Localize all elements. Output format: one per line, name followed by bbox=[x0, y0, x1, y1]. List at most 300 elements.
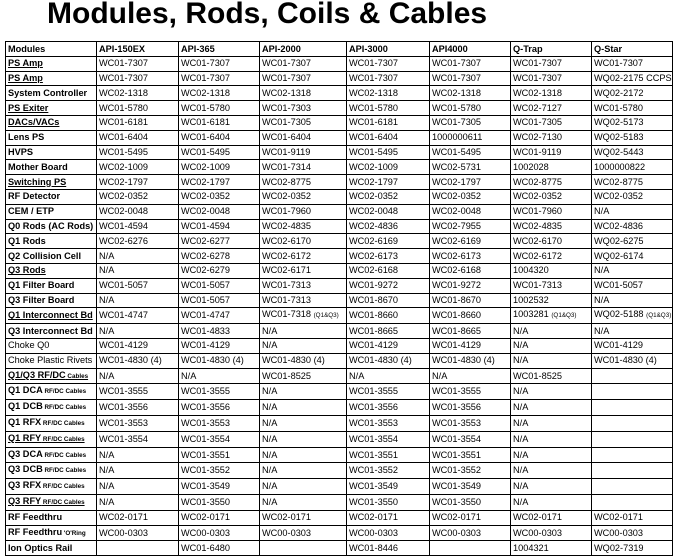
row-label bbox=[6, 145, 97, 160]
cell-value: WQ02-2172 bbox=[594, 87, 644, 98]
row-label bbox=[6, 115, 97, 130]
table-cell bbox=[347, 431, 430, 447]
table-row bbox=[6, 384, 673, 400]
parts-table bbox=[5, 41, 673, 556]
table-cell bbox=[260, 368, 347, 384]
cell-value: WC01-7314 bbox=[262, 161, 312, 172]
table-cell bbox=[97, 234, 179, 249]
table-cell bbox=[511, 86, 592, 101]
table-cell bbox=[97, 431, 179, 447]
cell-value: WC02-1797 bbox=[181, 176, 231, 187]
table-cell bbox=[179, 447, 260, 463]
cell-value: WC00-0303 bbox=[432, 527, 482, 538]
table-cell bbox=[260, 479, 347, 495]
cell-value: WC01-9272 bbox=[349, 280, 399, 291]
cell-value: WC01-5780 bbox=[181, 102, 231, 113]
table-cell bbox=[97, 353, 179, 368]
table-cell bbox=[97, 219, 179, 234]
table-row bbox=[6, 101, 673, 116]
cell-value: N/A bbox=[99, 325, 115, 336]
row-label bbox=[6, 510, 97, 525]
cell-value: WQ02-6275 bbox=[594, 235, 644, 246]
row-label-text: Q1 Filter Board bbox=[8, 280, 75, 291]
table-cell bbox=[260, 415, 347, 431]
table-cell bbox=[430, 234, 511, 249]
cell-value: N/A bbox=[262, 386, 278, 397]
table-cell bbox=[179, 494, 260, 510]
row-label-suffix: RF/DC Cables bbox=[42, 467, 87, 475]
row-label-text: Q1/Q3 RF/DC bbox=[8, 369, 66, 380]
cell-value: WC01-9119 bbox=[513, 147, 562, 158]
row-label bbox=[6, 56, 97, 71]
table-cell bbox=[97, 130, 179, 145]
row-label-text: PS Amp bbox=[8, 58, 43, 69]
cell-value: WC01-6181 bbox=[349, 117, 399, 128]
cell-value: WC02-0171 bbox=[349, 512, 399, 523]
table-cell bbox=[592, 431, 673, 447]
table-cell bbox=[347, 175, 430, 190]
table-row bbox=[6, 494, 673, 510]
table-cell bbox=[97, 115, 179, 130]
cell-value: N/A bbox=[594, 295, 610, 306]
table-cell bbox=[511, 145, 592, 160]
row-label bbox=[6, 308, 97, 324]
table-cell bbox=[347, 293, 430, 308]
row-label-text: System Controller bbox=[8, 87, 88, 98]
cell-value: WC02-6169 bbox=[349, 235, 399, 246]
cell-value: WC01-6404 bbox=[262, 132, 312, 143]
cell-value: WC01-3555 bbox=[349, 386, 399, 397]
table-cell bbox=[260, 338, 347, 353]
cell-value: WC01-5057 bbox=[181, 295, 231, 306]
table-cell bbox=[97, 71, 179, 86]
cell-value: WC01-4129 bbox=[181, 340, 231, 351]
table-row bbox=[6, 234, 673, 249]
cell-value: WC01-7307 bbox=[181, 58, 231, 69]
cell-value: WC01-6181 bbox=[99, 117, 149, 128]
cell-value: WC02-0171 bbox=[513, 512, 563, 523]
table-row bbox=[6, 447, 673, 463]
cell-value: WC02-6277 bbox=[181, 235, 231, 246]
table-cell bbox=[511, 71, 592, 86]
row-label-text: Q3 DCB bbox=[8, 464, 43, 475]
table-row bbox=[6, 400, 673, 416]
row-label bbox=[6, 400, 97, 416]
table-cell bbox=[97, 463, 179, 479]
table-row bbox=[6, 541, 673, 556]
cell-value: WC00-0303 bbox=[99, 527, 149, 538]
cell-value: WC02-0171 bbox=[181, 512, 231, 523]
table-cell bbox=[97, 145, 179, 160]
table-cell bbox=[260, 324, 347, 339]
table-row bbox=[6, 463, 673, 479]
cell-value: N/A bbox=[513, 481, 529, 492]
row-label bbox=[6, 101, 97, 116]
cell-value: N/A bbox=[432, 370, 448, 381]
row-label-suffix: RF/DC Cables bbox=[42, 388, 87, 396]
row-label-text: Q1 Rods bbox=[8, 235, 46, 246]
table-cell bbox=[347, 308, 430, 324]
cell-value: WQ02-6174 bbox=[594, 250, 644, 261]
table-cell bbox=[179, 145, 260, 160]
table-cell bbox=[592, 130, 673, 145]
table-cell bbox=[511, 308, 592, 324]
row-label-text: CEM / ETP bbox=[8, 206, 54, 217]
table-cell bbox=[260, 234, 347, 249]
table-cell bbox=[592, 400, 673, 416]
cell-value: WQ02-5188 bbox=[594, 309, 647, 320]
cell-value: WC02-8775 bbox=[594, 176, 644, 187]
column-header: API-150EX bbox=[97, 42, 179, 57]
row-label bbox=[6, 479, 97, 495]
table-cell bbox=[260, 447, 347, 463]
table-cell bbox=[97, 56, 179, 71]
table-cell bbox=[430, 204, 511, 219]
cell-value: WC01-7307 bbox=[181, 73, 231, 84]
table-cell bbox=[347, 263, 430, 278]
cell-value: WC02-6279 bbox=[181, 265, 231, 276]
column-header: API4000 bbox=[430, 42, 511, 57]
cell-value: WQ02-7319 bbox=[594, 542, 644, 553]
table-cell bbox=[430, 415, 511, 431]
table-cell bbox=[430, 115, 511, 130]
table-cell bbox=[430, 249, 511, 264]
cell-value: WC01-8525 bbox=[262, 370, 312, 381]
table-cell bbox=[97, 541, 179, 556]
cell-value: WC01-7305 bbox=[432, 117, 482, 128]
table-row bbox=[6, 324, 673, 339]
row-label-text: Ion Optics Rail bbox=[8, 542, 73, 553]
cell-value: WC02-1318 bbox=[262, 87, 312, 98]
cell-value: WC02-1009 bbox=[181, 161, 231, 172]
cell-value: WC01-8525 bbox=[513, 370, 563, 381]
table-cell bbox=[592, 115, 673, 130]
cell-value: WC01-6404 bbox=[349, 132, 399, 143]
cell-value: WC01-5780 bbox=[349, 102, 399, 113]
cell-value: N/A bbox=[594, 265, 610, 276]
cell-value: WC02-0048 bbox=[432, 206, 482, 217]
table-cell bbox=[97, 86, 179, 101]
cell-value: WC02-4836 bbox=[594, 221, 644, 232]
cell-value: WC02-0352 bbox=[181, 191, 231, 202]
table-cell bbox=[97, 204, 179, 219]
cell-value: WC01-3550 bbox=[432, 496, 482, 507]
cell-note: (Q1&Q3) bbox=[313, 312, 339, 320]
cell-value: WC01-3549 bbox=[432, 481, 482, 492]
table-cell bbox=[430, 278, 511, 293]
row-label-text: DACs/VACs bbox=[8, 117, 60, 128]
cell-value: N/A bbox=[262, 340, 278, 351]
table-cell bbox=[347, 400, 430, 416]
cell-value: WC01-7313 bbox=[262, 280, 312, 291]
table-cell bbox=[260, 249, 347, 264]
table-cell bbox=[511, 101, 592, 116]
row-label bbox=[6, 338, 97, 353]
cell-value: WC02-6168 bbox=[349, 265, 399, 276]
table-cell bbox=[347, 494, 430, 510]
cell-value: WC01-5495 bbox=[181, 147, 231, 158]
table-cell bbox=[179, 324, 260, 339]
table-cell bbox=[97, 308, 179, 324]
cell-value: WC01-7307 bbox=[432, 58, 482, 69]
cell-value: WC02-6168 bbox=[432, 265, 482, 276]
cell-value: WC01-3554 bbox=[349, 433, 399, 444]
column-header: API-365 bbox=[179, 42, 260, 57]
row-label-text: Q0 Rods (AC Rods) bbox=[8, 221, 94, 232]
cell-value: WC01-6480 bbox=[181, 542, 231, 553]
table-cell bbox=[97, 101, 179, 116]
table-cell bbox=[260, 189, 347, 204]
table-cell bbox=[97, 384, 179, 400]
cell-value: N/A bbox=[513, 340, 529, 351]
row-label bbox=[6, 384, 97, 400]
table-cell bbox=[179, 219, 260, 234]
table-row bbox=[6, 510, 673, 525]
cell-value: WC01-4830 (4) bbox=[181, 355, 244, 366]
row-label-suffix: RF/DC Cables bbox=[42, 404, 87, 412]
table-cell bbox=[97, 263, 179, 278]
row-label-text: Q3 Rods bbox=[8, 265, 46, 276]
table-cell bbox=[179, 353, 260, 368]
cell-note: (Q1&Q3) bbox=[551, 312, 577, 320]
table-cell bbox=[260, 160, 347, 175]
cell-value: N/A bbox=[99, 465, 115, 476]
row-label-text: Choke Plastic Rivets bbox=[8, 355, 93, 366]
cell-value: WC02-0352 bbox=[432, 191, 482, 202]
table-row bbox=[6, 56, 673, 71]
cell-value: WC01-5057 bbox=[181, 280, 231, 291]
cell-value: WC02-6170 bbox=[513, 235, 563, 246]
table-cell bbox=[592, 463, 673, 479]
row-label-text: Q3 Interconnect Bd bbox=[8, 325, 93, 336]
table-cell bbox=[592, 249, 673, 264]
cell-value: WC02-0171 bbox=[262, 512, 312, 523]
cell-value: WC02-1318 bbox=[432, 87, 482, 98]
cell-value: WC01-5495 bbox=[99, 147, 149, 158]
table-cell bbox=[430, 510, 511, 525]
cell-value: WC01-8665 bbox=[432, 325, 482, 336]
table-cell bbox=[347, 101, 430, 116]
table-cell bbox=[260, 541, 347, 556]
cell-value: WC01-8446 bbox=[349, 542, 399, 553]
table-cell bbox=[430, 308, 511, 324]
table-cell bbox=[511, 479, 592, 495]
table-cell bbox=[260, 510, 347, 525]
cell-value: N/A bbox=[513, 325, 529, 336]
table-cell bbox=[430, 463, 511, 479]
table-cell bbox=[179, 71, 260, 86]
table-row bbox=[6, 278, 673, 293]
table-cell bbox=[260, 431, 347, 447]
row-label bbox=[6, 431, 97, 447]
table-cell bbox=[260, 145, 347, 160]
table-cell bbox=[260, 525, 347, 541]
table-cell bbox=[260, 219, 347, 234]
cell-value: WC01-7307 bbox=[262, 58, 312, 69]
table-row bbox=[6, 175, 673, 190]
cell-value: WC02-4835 bbox=[513, 221, 563, 232]
table-cell bbox=[592, 479, 673, 495]
cell-value: WC01-3553 bbox=[432, 417, 482, 428]
row-label-text: Q1 RFY bbox=[8, 432, 42, 443]
cell-value: WC02-6276 bbox=[99, 235, 149, 246]
table-cell bbox=[179, 541, 260, 556]
table-cell bbox=[430, 400, 511, 416]
table-cell bbox=[97, 494, 179, 510]
table-cell bbox=[511, 384, 592, 400]
cell-value: WC00-0303 bbox=[349, 527, 399, 538]
cell-value: WC01-3554 bbox=[99, 433, 149, 444]
cell-value: WC01-5057 bbox=[99, 280, 149, 291]
cell-value: WC02-4836 bbox=[349, 221, 399, 232]
row-label-suffix: Cables bbox=[65, 372, 89, 380]
table-cell bbox=[179, 278, 260, 293]
table-cell bbox=[260, 293, 347, 308]
cell-value: WC01-6404 bbox=[181, 132, 231, 143]
cell-value: WC01-3553 bbox=[99, 417, 149, 428]
table-cell bbox=[430, 353, 511, 368]
cell-value: WC01-5780 bbox=[432, 102, 482, 113]
cell-value: 1002532 bbox=[513, 295, 549, 306]
table-cell bbox=[592, 219, 673, 234]
table-cell bbox=[430, 86, 511, 101]
table-cell bbox=[260, 56, 347, 71]
table-cell bbox=[347, 234, 430, 249]
cell-value: WC01-4129 bbox=[432, 340, 482, 351]
row-label-text: RF Feedthru bbox=[8, 526, 63, 537]
table-cell bbox=[179, 400, 260, 416]
row-label-text: Q1 Interconnect Bd bbox=[8, 310, 93, 321]
cell-value: WC01-8670 bbox=[432, 295, 482, 306]
cell-value: WC02-1797 bbox=[432, 176, 482, 187]
table-cell bbox=[179, 525, 260, 541]
table-row bbox=[6, 189, 673, 204]
cell-value: WC02-4835 bbox=[262, 221, 312, 232]
cell-value: N/A bbox=[262, 465, 278, 476]
cell-value: WC02-6170 bbox=[262, 235, 312, 246]
cell-value: N/A bbox=[513, 355, 529, 366]
row-label bbox=[6, 324, 97, 339]
cell-value: WC01-4594 bbox=[181, 221, 231, 232]
cell-value: WC01-4830 (4) bbox=[349, 355, 412, 366]
cell-value: WC01-4129 bbox=[349, 340, 399, 351]
cell-value: WQ02-5443 bbox=[594, 147, 644, 158]
row-label bbox=[6, 447, 97, 463]
table-cell bbox=[430, 145, 511, 160]
cell-value: WC01-3556 bbox=[349, 402, 399, 413]
cell-value: WC02-1009 bbox=[99, 161, 149, 172]
table-cell bbox=[592, 525, 673, 541]
cell-value: WC01-3553 bbox=[181, 417, 231, 428]
table-cell bbox=[592, 415, 673, 431]
table-cell bbox=[347, 541, 430, 556]
cell-value: WC02-0352 bbox=[349, 191, 399, 202]
table-cell bbox=[97, 278, 179, 293]
cell-value: WC02-0352 bbox=[513, 191, 563, 202]
row-label-suffix: RF/DC Cables bbox=[41, 435, 85, 443]
cell-value: WC01-3555 bbox=[432, 386, 482, 397]
table-cell bbox=[347, 219, 430, 234]
table-cell bbox=[260, 101, 347, 116]
table-cell bbox=[260, 130, 347, 145]
cell-value: N/A bbox=[513, 402, 529, 413]
row-label bbox=[6, 463, 97, 479]
cell-value: WC01-5057 bbox=[594, 280, 644, 291]
table-cell bbox=[97, 324, 179, 339]
table-cell bbox=[592, 510, 673, 525]
table-cell bbox=[430, 541, 511, 556]
cell-value: WC01-3551 bbox=[432, 449, 482, 460]
table-cell bbox=[511, 510, 592, 525]
table-cell bbox=[97, 400, 179, 416]
row-label bbox=[6, 175, 97, 190]
table-cell bbox=[347, 324, 430, 339]
cell-value: WC02-8775 bbox=[262, 176, 312, 187]
table-cell bbox=[430, 324, 511, 339]
table-cell bbox=[260, 71, 347, 86]
table-cell bbox=[347, 384, 430, 400]
table-cell bbox=[260, 463, 347, 479]
cell-value: WC01-3550 bbox=[349, 496, 399, 507]
table-cell bbox=[592, 494, 673, 510]
table-cell bbox=[179, 101, 260, 116]
table-cell bbox=[511, 353, 592, 368]
cell-value: N/A bbox=[262, 325, 278, 336]
row-label-suffix: RF/DC Cables bbox=[41, 419, 85, 427]
cell-value: WC01-4747 bbox=[181, 310, 231, 321]
table-cell bbox=[347, 160, 430, 175]
table-cell bbox=[347, 249, 430, 264]
table-cell bbox=[260, 353, 347, 368]
cell-value: N/A bbox=[262, 402, 278, 413]
table-cell bbox=[430, 101, 511, 116]
cell-value: WC00-0303 bbox=[262, 527, 312, 538]
cell-value: WC01-3551 bbox=[349, 449, 399, 460]
table-cell bbox=[179, 160, 260, 175]
table-cell bbox=[179, 338, 260, 353]
cell-value: 1002028 bbox=[513, 161, 549, 172]
cell-value: WC02-7955 bbox=[432, 221, 482, 232]
cell-value: WC01-3556 bbox=[181, 402, 231, 413]
cell-value: WC02-7127 bbox=[513, 102, 563, 113]
table-cell bbox=[430, 56, 511, 71]
table-cell bbox=[179, 463, 260, 479]
table-cell bbox=[511, 189, 592, 204]
table-cell bbox=[592, 384, 673, 400]
row-label bbox=[6, 249, 97, 264]
table-row bbox=[6, 308, 673, 324]
cell-value: WC01-7305 bbox=[262, 117, 312, 128]
table-cell bbox=[97, 415, 179, 431]
table-cell bbox=[260, 86, 347, 101]
row-label-text: Q3 DCA bbox=[8, 448, 43, 459]
row-label bbox=[6, 189, 97, 204]
cell-value: 1000000822 bbox=[594, 161, 646, 172]
cell-value: N/A bbox=[513, 449, 529, 460]
cell-value: WC01-3554 bbox=[432, 433, 482, 444]
table-cell bbox=[592, 234, 673, 249]
table-cell bbox=[511, 234, 592, 249]
table-cell bbox=[97, 160, 179, 175]
cell-value: WC01-7313 bbox=[513, 280, 563, 291]
cell-value: N/A bbox=[99, 370, 115, 381]
cell-value: WC01-4830 (4) bbox=[432, 355, 495, 366]
cell-value: N/A bbox=[513, 496, 529, 507]
cell-value: WC02-7130 bbox=[513, 132, 563, 143]
cell-note: (Q1&Q3) bbox=[646, 312, 672, 320]
cell-value: WC01-3549 bbox=[349, 481, 399, 492]
cell-value: WC01-5495 bbox=[349, 147, 399, 158]
